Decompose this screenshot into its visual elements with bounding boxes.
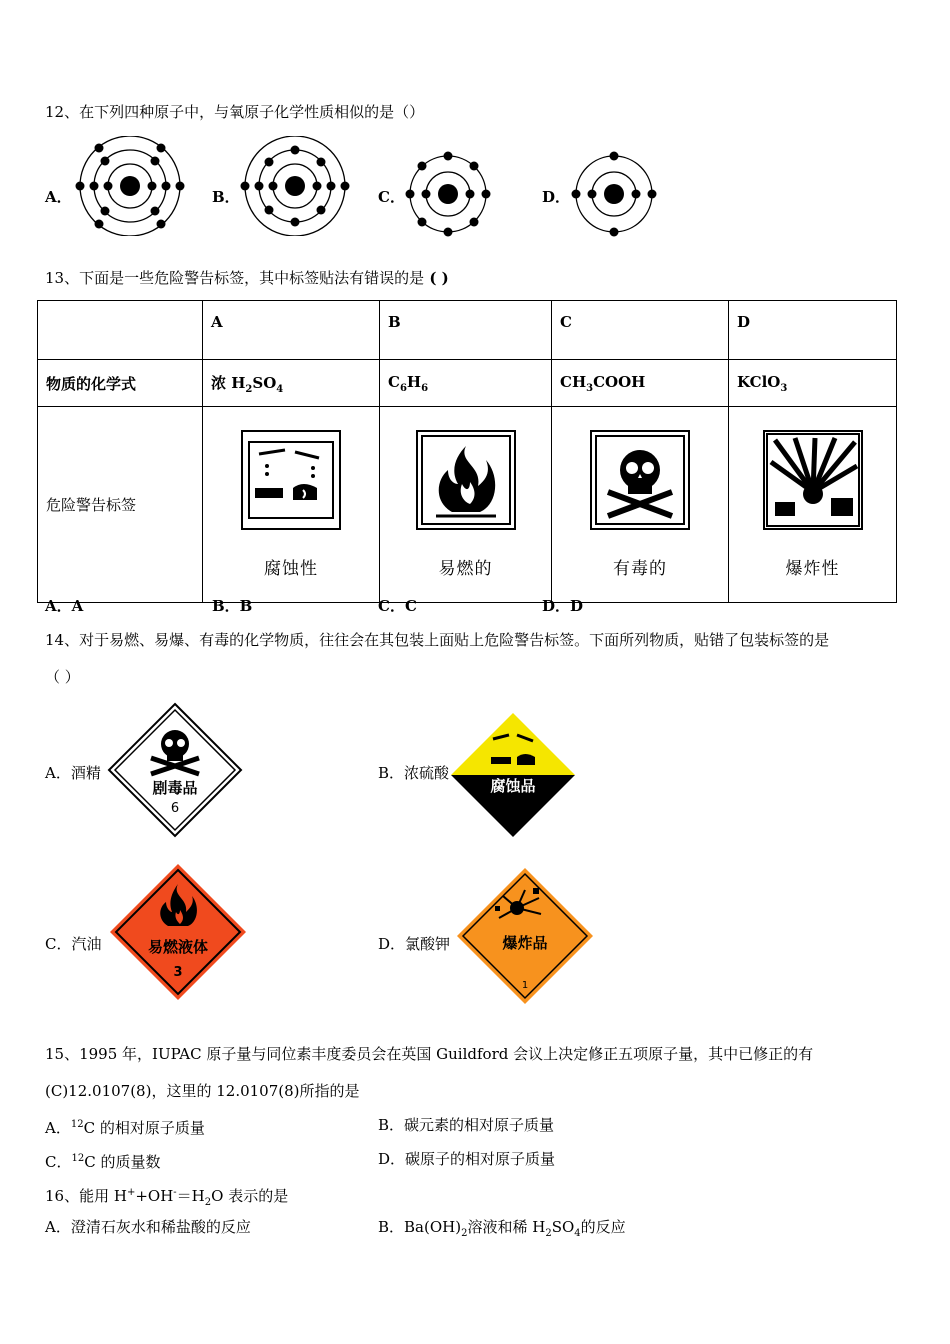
q14-option-d: D．氯酸钾 (378, 935, 451, 953)
q15-option-b: B．碳元素的相对原子质量 (378, 1116, 555, 1134)
formula-d (729, 360, 897, 407)
q14-option-b: B．浓硫酸 (378, 764, 450, 782)
q16-stem-part: 16、能用 H (45, 1187, 127, 1205)
formula-b (380, 360, 552, 407)
q16-option-b-sub: 2 (461, 1228, 468, 1239)
q13-option-a: A．A (45, 597, 84, 615)
row-label-formula: 物质的化学式 (38, 360, 203, 407)
table-header-a: A (203, 301, 380, 360)
q16-option-b-part: B．Ba(OH) (378, 1218, 462, 1236)
formula-d-sub: 3 (780, 382, 788, 394)
q13-option-d: D．D (542, 597, 584, 615)
q12-option-a-label: A． (45, 188, 72, 206)
formula-c (552, 360, 729, 407)
explosion-label-icon (763, 430, 863, 530)
q13-option-b: B．B (212, 597, 253, 615)
toxic-sign-number: 6 (170, 801, 180, 816)
q16-stem-sub: 2 (204, 1197, 212, 1208)
label-caption-c: 有毒的 (613, 559, 667, 579)
label-cell-b (380, 407, 552, 603)
flammable-diamond-sign (108, 862, 248, 1002)
q16-stem (45, 1183, 288, 1213)
table-header-empty (38, 301, 203, 360)
q15-stem-line2: (C)12.0107(8)，这里的 12.0107(8)所指的是 (45, 1082, 360, 1100)
q12-stem: 12、在下列四种原子中，与氧原子化学性质相似的是（） (45, 103, 425, 121)
formula-a-part: 浓 H (211, 373, 246, 392)
label-cell-d (729, 407, 897, 603)
explosive-diamond-sign (455, 866, 595, 1006)
explosive-sign-number: 1 (521, 980, 529, 991)
table-header-b: B (380, 301, 552, 360)
q13-stem-text: 13、下面是一些危险警告标签，其中标签贴法有错误的是 (45, 269, 425, 287)
q14-option-c: C．汽油 (45, 935, 102, 953)
q15-option-a-text: C 的相对原子质量 (83, 1119, 205, 1137)
formula-d-part: KClO (737, 372, 781, 391)
corrosive-sign-text: 腐蚀品 (490, 777, 536, 795)
label-caption-b: 易燃的 (438, 559, 493, 579)
toxic-diamond-sign (105, 700, 245, 840)
q12-option-d-label: D． (542, 188, 571, 206)
q13-stem-paren: ( ) (424, 269, 449, 287)
q16-option-a: A．澄清石灰水和稀盐酸的反应 (45, 1218, 251, 1236)
q16-option-b (378, 1217, 626, 1244)
label-cell-a (203, 407, 380, 603)
q13-stem (45, 268, 449, 288)
q16-stem-sup: + (126, 1187, 136, 1198)
q15-option-c (45, 1149, 160, 1172)
formula-a-sub: 2 (245, 383, 253, 395)
q15-option-a (45, 1115, 205, 1138)
table-header-d: D (729, 301, 897, 360)
corrosive-label-icon (241, 430, 341, 530)
formula-c-part: COOH (593, 372, 646, 391)
table-header-c: C (552, 301, 729, 360)
q15-option-c-text: C 的质量数 (84, 1153, 161, 1171)
q15-option-a-letter: A． (45, 1119, 71, 1137)
label-cell-c (552, 407, 729, 603)
formula-b-sub: 6 (399, 382, 407, 394)
row-label-warning: 危险警告标签 (38, 407, 203, 603)
formula-b-sub: 6 (421, 382, 429, 394)
q15-stem-line1: 15、1995 年，IUPAC 原子量与同位素丰度委员会在英国 Guildford 会议上决定修正五项原子量，其中已修正的有 (45, 1045, 814, 1063)
toxic-sign-text: 剧毒品 (152, 779, 198, 797)
q14-stem-line1: 14、对于易燃、易爆、有毒的化学物质，往往会在其包装上面贴上危险警告标签。下面所列物质，贴错了包装标签的是 (45, 631, 830, 649)
atom-model-a (75, 136, 185, 236)
explosive-sign-text: 爆炸品 (502, 934, 548, 952)
formula-b-part: C (388, 372, 400, 391)
corrosive-diamond-sign (443, 705, 583, 845)
q16-stem-part: ＝H (176, 1187, 205, 1205)
hazard-table (37, 300, 897, 603)
q16-option-b-sub: 4 (574, 1228, 581, 1239)
q13-option-c: C．C (378, 597, 417, 615)
q16-option-b-part: SO (551, 1218, 575, 1236)
q16-option-b-part: 的反应 (580, 1218, 626, 1236)
q16-stem-part: +OH (135, 1187, 174, 1205)
q16-option-b-part: 溶液和稀 H (467, 1218, 546, 1236)
q12-option-b-label: B． (212, 188, 240, 206)
flammable-sign-number: 3 (173, 965, 183, 980)
atom-model-d (571, 150, 657, 238)
skull-label-icon (590, 430, 690, 530)
q16-stem-sup: - (173, 1187, 177, 1198)
q15-option-d: D．碳原子的相对原子质量 (378, 1150, 556, 1168)
label-caption-d: 爆炸性 (785, 559, 840, 579)
q15-option-a-sup: 12 (70, 1119, 84, 1130)
q15-option-c-sup: 12 (71, 1153, 85, 1164)
formula-a-sub: 4 (276, 383, 284, 395)
formula-a (203, 360, 380, 407)
atom-model-b (240, 136, 350, 236)
formula-c-part: CH (560, 372, 587, 391)
atom-model-c (405, 150, 491, 238)
q15-option-c-letter: C． (45, 1153, 72, 1171)
q14-option-a: A．酒精 (45, 764, 101, 782)
flame-label-icon (416, 430, 516, 530)
formula-c-sub: 3 (586, 382, 594, 394)
q12-option-c-label: C． (378, 188, 405, 206)
formula-a-part: SO (252, 373, 277, 392)
flammable-sign-text: 易燃液体 (147, 938, 209, 956)
q14-stem-line2: （ ） (45, 668, 80, 686)
q16-stem-part: O 表示的是 (211, 1187, 289, 1205)
label-caption-a: 腐蚀性 (264, 559, 318, 579)
q16-option-b-sub: 2 (545, 1228, 552, 1239)
formula-b-part: H (406, 372, 422, 391)
